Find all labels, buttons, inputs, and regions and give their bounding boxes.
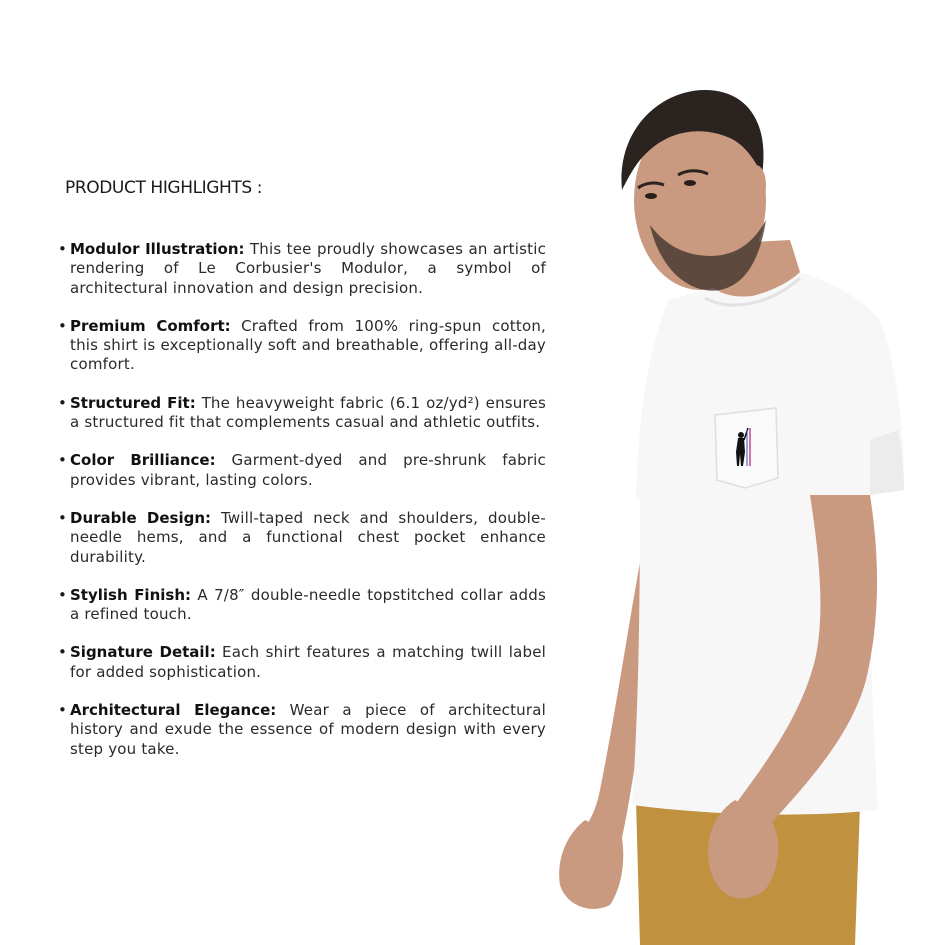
highlights-list	[58, 240, 546, 778]
highlight-item	[58, 317, 546, 375]
highlight-text: Garment-dyed and pre-shrunk fabric provides vibrant, lasting colors.	[70, 451, 546, 489]
highlight-item	[58, 509, 546, 567]
highlight-text: Each shirt features a matching twill label for added sophistication.	[70, 643, 546, 681]
highlight-item	[58, 701, 546, 759]
bullet: •	[58, 643, 68, 662]
highlight-term: Color Brilliance:	[70, 451, 216, 470]
highlight-term: Signature Detail:	[70, 643, 216, 662]
highlight-item	[58, 643, 546, 682]
ear	[746, 165, 766, 205]
right-eye	[684, 180, 696, 186]
bullet: •	[58, 701, 68, 720]
model-photo	[550, 80, 945, 945]
highlight-text: This tee proudly showcases an artistic rendering of Le Corbusier's Modulor, a symbol of architectural innovation and design precision.	[70, 240, 547, 297]
bullet: •	[58, 585, 68, 604]
bullet: •	[58, 393, 68, 412]
highlight-term: Premium Comfort:	[70, 316, 231, 335]
highlight-text: A 7/8″ double-needle topstitched collar adds a refined touch.	[70, 585, 547, 624]
highlight-text: The heavyweight fabric (6.1 oz/yd²) ensures a structured fit that complements casual and athletic outfits.	[70, 393, 546, 432]
highlight-text: Crafted from 100% ring-spun cotton, this shirt is exceptionally soft and breathable, offering all-day comfort.	[70, 316, 547, 374]
bullet: •	[58, 508, 68, 527]
bullet: •	[58, 316, 68, 335]
highlight-term: Architectural Elegance:	[70, 701, 277, 720]
highlight-term: Modulor Illustration:	[70, 240, 245, 258]
highlight-text: Twill-taped neck and shoulders, double-needle hems, and a functional chest pocket enhance durability.	[70, 508, 546, 566]
highlight-text: Wear a piece of architectural history and exude the essence of modern design with every step you take.	[70, 701, 546, 758]
highlight-item	[58, 586, 546, 625]
bullet: •	[58, 240, 68, 258]
highlight-item	[58, 451, 546, 490]
highlight-term: Stylish Finish:	[70, 585, 192, 604]
highlight-term: Durable Design:	[70, 508, 211, 527]
left-eye	[645, 193, 657, 199]
section-heading: PRODUCT HIGHLIGHTS :	[65, 178, 263, 198]
sleeve-shadow	[870, 430, 904, 495]
highlight-item	[58, 240, 546, 298]
highlight-item	[58, 394, 546, 433]
bullet: •	[58, 451, 68, 470]
highlight-term: Structured Fit:	[70, 393, 196, 412]
